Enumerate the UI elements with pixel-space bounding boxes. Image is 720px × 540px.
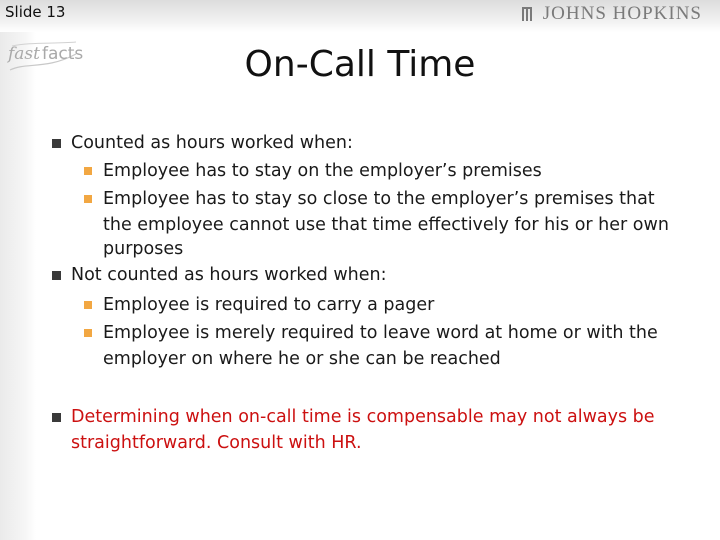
sub-bullet-marker bbox=[84, 195, 92, 203]
bullet-text: employer on where he or she can be reached bbox=[103, 349, 501, 369]
slide-number: Slide 13 bbox=[5, 3, 66, 21]
bullet-marker bbox=[52, 413, 61, 422]
bullet-continuation bbox=[71, 430, 362, 456]
bullet-text: Employee is merely required to leave word at home or with the bbox=[103, 323, 658, 343]
logo-mark-icon bbox=[521, 5, 537, 23]
bullet-continuation bbox=[103, 346, 501, 372]
slide-title: On-Call Time bbox=[244, 44, 476, 85]
sub-bullet-marker bbox=[84, 329, 92, 337]
bullet-text: the employee cannot use that time effectively for his or her own bbox=[103, 215, 669, 235]
bullet-text: Employee has to stay on the employer’s premises bbox=[103, 161, 542, 181]
bullet-text: purposes bbox=[103, 239, 184, 259]
bullet-determining bbox=[71, 404, 655, 430]
fastfacts-fast: fast bbox=[8, 44, 40, 64]
bullet-text: Counted as hours worked when: bbox=[71, 133, 353, 153]
sub-bullet-premises bbox=[103, 158, 542, 184]
bullet-continuation bbox=[103, 236, 183, 262]
sub-bullet-pager bbox=[103, 292, 434, 318]
fastfacts-facts: facts bbox=[42, 44, 84, 64]
bullet-marker bbox=[52, 271, 61, 280]
bullet-text: Not counted as hours worked when: bbox=[71, 265, 387, 285]
bullet-text: Employee has to stay so close to the employer’s premises that bbox=[103, 189, 655, 209]
sub-bullet-marker bbox=[84, 167, 92, 175]
sub-bullet-leave-word bbox=[103, 320, 658, 346]
bullet-counted bbox=[71, 130, 353, 156]
bullet-text: Employee is required to carry a pager bbox=[103, 295, 435, 315]
johns-hopkins-logo bbox=[521, 4, 702, 24]
sub-bullet-marker bbox=[84, 301, 92, 309]
sub-bullet-close bbox=[103, 186, 655, 212]
bullet-not-counted bbox=[71, 262, 387, 288]
bullet-text: straightforward. Consult with HR. bbox=[71, 433, 362, 453]
logo-text: JOHNS HOPKINS bbox=[542, 3, 702, 24]
left-strip bbox=[0, 32, 36, 540]
bullet-text: Determining when on-call time is compensable may not always be bbox=[71, 407, 655, 427]
bullet-marker bbox=[52, 139, 61, 148]
bullet-continuation bbox=[103, 212, 669, 238]
